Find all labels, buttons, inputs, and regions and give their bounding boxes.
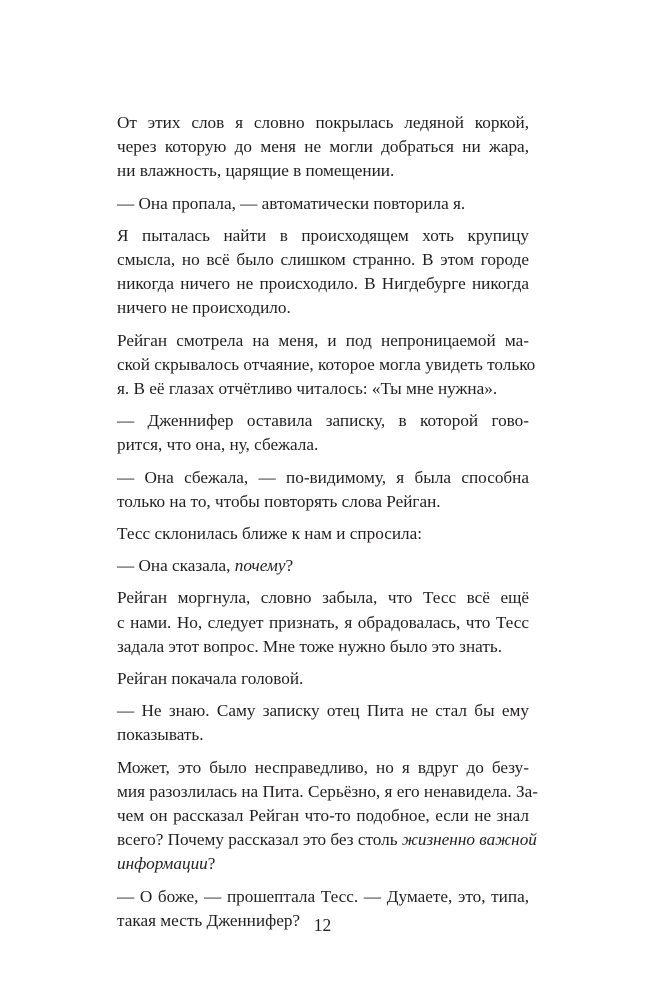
- paragraph-10: [117, 667, 529, 691]
- text-line: Рейган моргнула, словно забыла, что Тесс всё ещё: [117, 588, 529, 608]
- paragraph-4: [117, 329, 536, 402]
- text-line: ни влажность, царящие в помещении.: [117, 161, 395, 181]
- paragraph-8: [117, 554, 529, 578]
- text-run: всего? Почему рассказал это без столь: [117, 830, 402, 850]
- italic-run: информации: [117, 854, 208, 874]
- text-line: задала этот вопрос. Мне тоже нужно было это знать.: [117, 636, 502, 656]
- text-line: [117, 554, 529, 578]
- text-line: никогда ничего не происходило. В Нигдебурге никогда: [117, 274, 529, 294]
- text-line: — Она пропала, — автоматически повторила я.: [117, 193, 466, 213]
- italic-run: жизненно важной: [401, 830, 537, 850]
- text-line: ской скрывалось отчаяние, которое могла увидеть только: [117, 354, 536, 374]
- paragraph-12: [117, 756, 538, 877]
- text-line: [117, 852, 529, 876]
- paragraph-5: [117, 409, 529, 457]
- text-line: показывать.: [117, 725, 204, 745]
- text-line: с нами. Но, следует признать, я обрадовалась, что Тесс: [117, 612, 529, 632]
- paragraph-6: [117, 466, 529, 514]
- page-number: 12: [313, 915, 332, 935]
- text-line: такая месть Дженнифер?: [117, 910, 301, 930]
- text-line: Я пыталась найти в происходящем хоть крупицу: [117, 225, 529, 245]
- text-line: — Дженнифер оставила записку, в которой гово-: [117, 411, 529, 431]
- text-line: через которую до меня не могли добраться ни жара,: [117, 137, 529, 157]
- text-line: Рейган покачала головой.: [117, 669, 304, 689]
- text-line: рится, что она, ну, сбежала.: [117, 435, 319, 455]
- text-run: ?: [285, 556, 294, 576]
- text-line: только на то, чтобы повторять слова Рейган.: [117, 491, 441, 511]
- paragraph-1: [117, 111, 529, 184]
- text-line: [117, 828, 537, 852]
- text-line: Рейган смотрела на меня, и под непроницаемой ма-: [117, 330, 529, 350]
- paragraph-9: [117, 586, 529, 659]
- text-line: Тесс склонилась ближе к нам и спросила:: [117, 524, 423, 544]
- body-text: [117, 111, 538, 941]
- text-line: От этих слов я словно покрылась ледяной коркой,: [117, 113, 529, 132]
- text-line: я. В её глазах отчётливо читалось: «Ты мне нужна».: [117, 379, 498, 399]
- paragraph-7: [117, 522, 529, 546]
- text-run: ?: [207, 854, 216, 874]
- italic-run: почему: [234, 556, 286, 576]
- text-line: чем он рассказал Рейган что-то подобное, если не знал: [117, 806, 529, 826]
- paragraph-3: [117, 224, 529, 321]
- text-line: — О боже, — прошептала Тесс. — Думаете, это, типа,: [117, 886, 529, 906]
- paragraph-2: [117, 192, 529, 216]
- text-line: Может, это было несправедливо, но я вдруг до безу-: [117, 757, 529, 777]
- text-run: — Она сказала,: [117, 556, 235, 576]
- text-line: мия разозлилась на Пита. Серьёзно, я его ненавидела. За-: [117, 781, 538, 801]
- text-line: ничего не происходило.: [117, 298, 291, 318]
- text-line: — Она сбежала, — по-видимому, я была способна: [117, 467, 529, 487]
- text-line: смысла, но всё было слишком странно. В этом городе: [117, 250, 529, 270]
- paragraph-11: [117, 699, 529, 747]
- text-line: — Не знаю. Саму записку отец Пита не стал бы ему: [117, 701, 529, 721]
